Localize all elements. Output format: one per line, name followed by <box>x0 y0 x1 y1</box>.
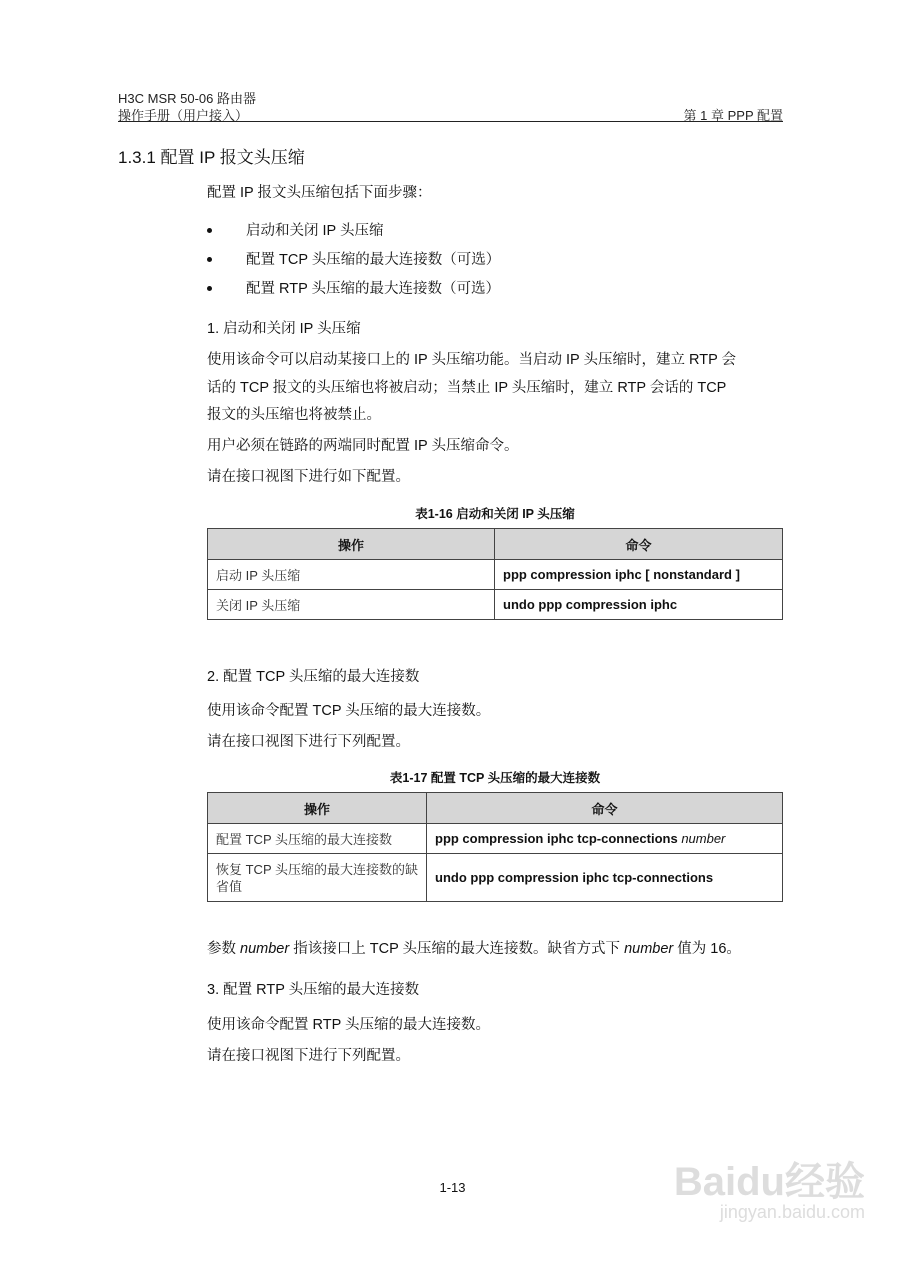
command-cell: undo ppp compression iphc <box>495 590 783 620</box>
note-param: number <box>624 941 674 957</box>
paragraph: 使用该命令配置 RTP 头压缩的最大连接数。 <box>207 1017 491 1033</box>
paragraph-line: 话的 TCP 报文的头压缩也将被启动；当禁止 IP 头压缩时，建立 RTP 会话的 TCP <box>207 380 727 396</box>
step-item: 启动和关闭 IP 头压缩 <box>246 223 384 239</box>
operation-cell: 关闭 IP 头压缩 <box>208 590 495 620</box>
command-text: ppp compression iphc tcp-connections <box>435 831 682 846</box>
subsection-title: 3. 配置 RTP 头压缩的最大连接数 <box>207 982 420 998</box>
paragraph-line: 报文的头压缩也将被禁止。 <box>207 407 381 423</box>
operation-cell: 恢复 TCP 头压缩的最大连接数的缺省值 <box>208 854 427 902</box>
paragraph: 用户必须在链路的两端同时配置 IP 头压缩命令。 <box>207 438 519 454</box>
column-header: 命令 <box>427 793 783 824</box>
command-cell: ppp compression iphc [ nonstandard ] <box>495 560 783 590</box>
step-item: 配置 TCP 头压缩的最大连接数（可选） <box>246 252 501 268</box>
column-header: 命令 <box>495 529 783 560</box>
subsection-title: 2. 配置 TCP 头压缩的最大连接数 <box>207 669 420 685</box>
command-parameter: number <box>681 831 726 846</box>
table-caption: 表1-17 配置 TCP 头压缩的最大连接数 <box>389 771 601 785</box>
column-header: 操作 <box>208 529 495 560</box>
bullet-icon <box>207 257 212 262</box>
note-text: 参数 <box>207 941 241 957</box>
header-manual: 操作手册（用户接入） <box>118 108 249 123</box>
column-header: 操作 <box>208 793 427 824</box>
intro: 配置 IP 报文头压缩包括下面步骤： <box>207 185 432 201</box>
bullet-icon <box>207 228 212 233</box>
section-title: 1.3.1 配置 IP 报文头压缩 <box>118 148 305 167</box>
table-row <box>208 824 783 854</box>
header-product: H3C MSR 50-06 路由器 <box>118 91 256 106</box>
table-row <box>208 590 783 620</box>
header-rule <box>118 121 783 122</box>
note-text: 值为 16。 <box>673 941 741 957</box>
baidu-watermark-url: jingyan.baidu.com <box>719 1202 865 1222</box>
subsection-title: 1. 启动和关闭 IP 头压缩 <box>207 321 361 337</box>
note-param: number <box>240 941 290 957</box>
command-cell <box>427 824 783 854</box>
table-caption: 表1-16 启动和关闭 IP 头压缩 <box>415 507 575 521</box>
baidu-watermark-logo: Baidu经验 <box>673 1160 865 1204</box>
parameter-note <box>207 937 741 958</box>
bullet-icon <box>207 286 212 291</box>
paragraph: 请在接口视图下进行下列配置。 <box>207 1048 410 1064</box>
table-row <box>208 854 783 902</box>
command-cell: undo ppp compression iphc tcp-connections <box>427 854 783 902</box>
table-row <box>208 560 783 590</box>
command-table-2 <box>207 792 783 902</box>
paragraph-line: 使用该命令可以启动某接口上的 IP 头压缩功能。当启动 IP 头压缩时，建立 RTP 会 <box>207 352 737 368</box>
operation-cell: 配置 TCP 头压缩的最大连接数 <box>208 824 427 854</box>
paragraph: 使用该命令配置 TCP 头压缩的最大连接数。 <box>207 703 491 719</box>
page-number: 1-13 <box>439 1180 466 1195</box>
header-chapter: 第 1 章 PPP 配置 <box>683 108 783 123</box>
note-text: 指该接口上 TCP 头压缩的最大连接数。缺省方式下 <box>289 941 625 957</box>
step-item: 配置 RTP 头压缩的最大连接数（可选） <box>246 281 501 297</box>
paragraph: 请在接口视图下进行如下配置。 <box>207 469 410 485</box>
operation-cell: 启动 IP 头压缩 <box>208 560 495 590</box>
command-table-1 <box>207 528 783 620</box>
paragraph: 请在接口视图下进行下列配置。 <box>207 734 410 750</box>
